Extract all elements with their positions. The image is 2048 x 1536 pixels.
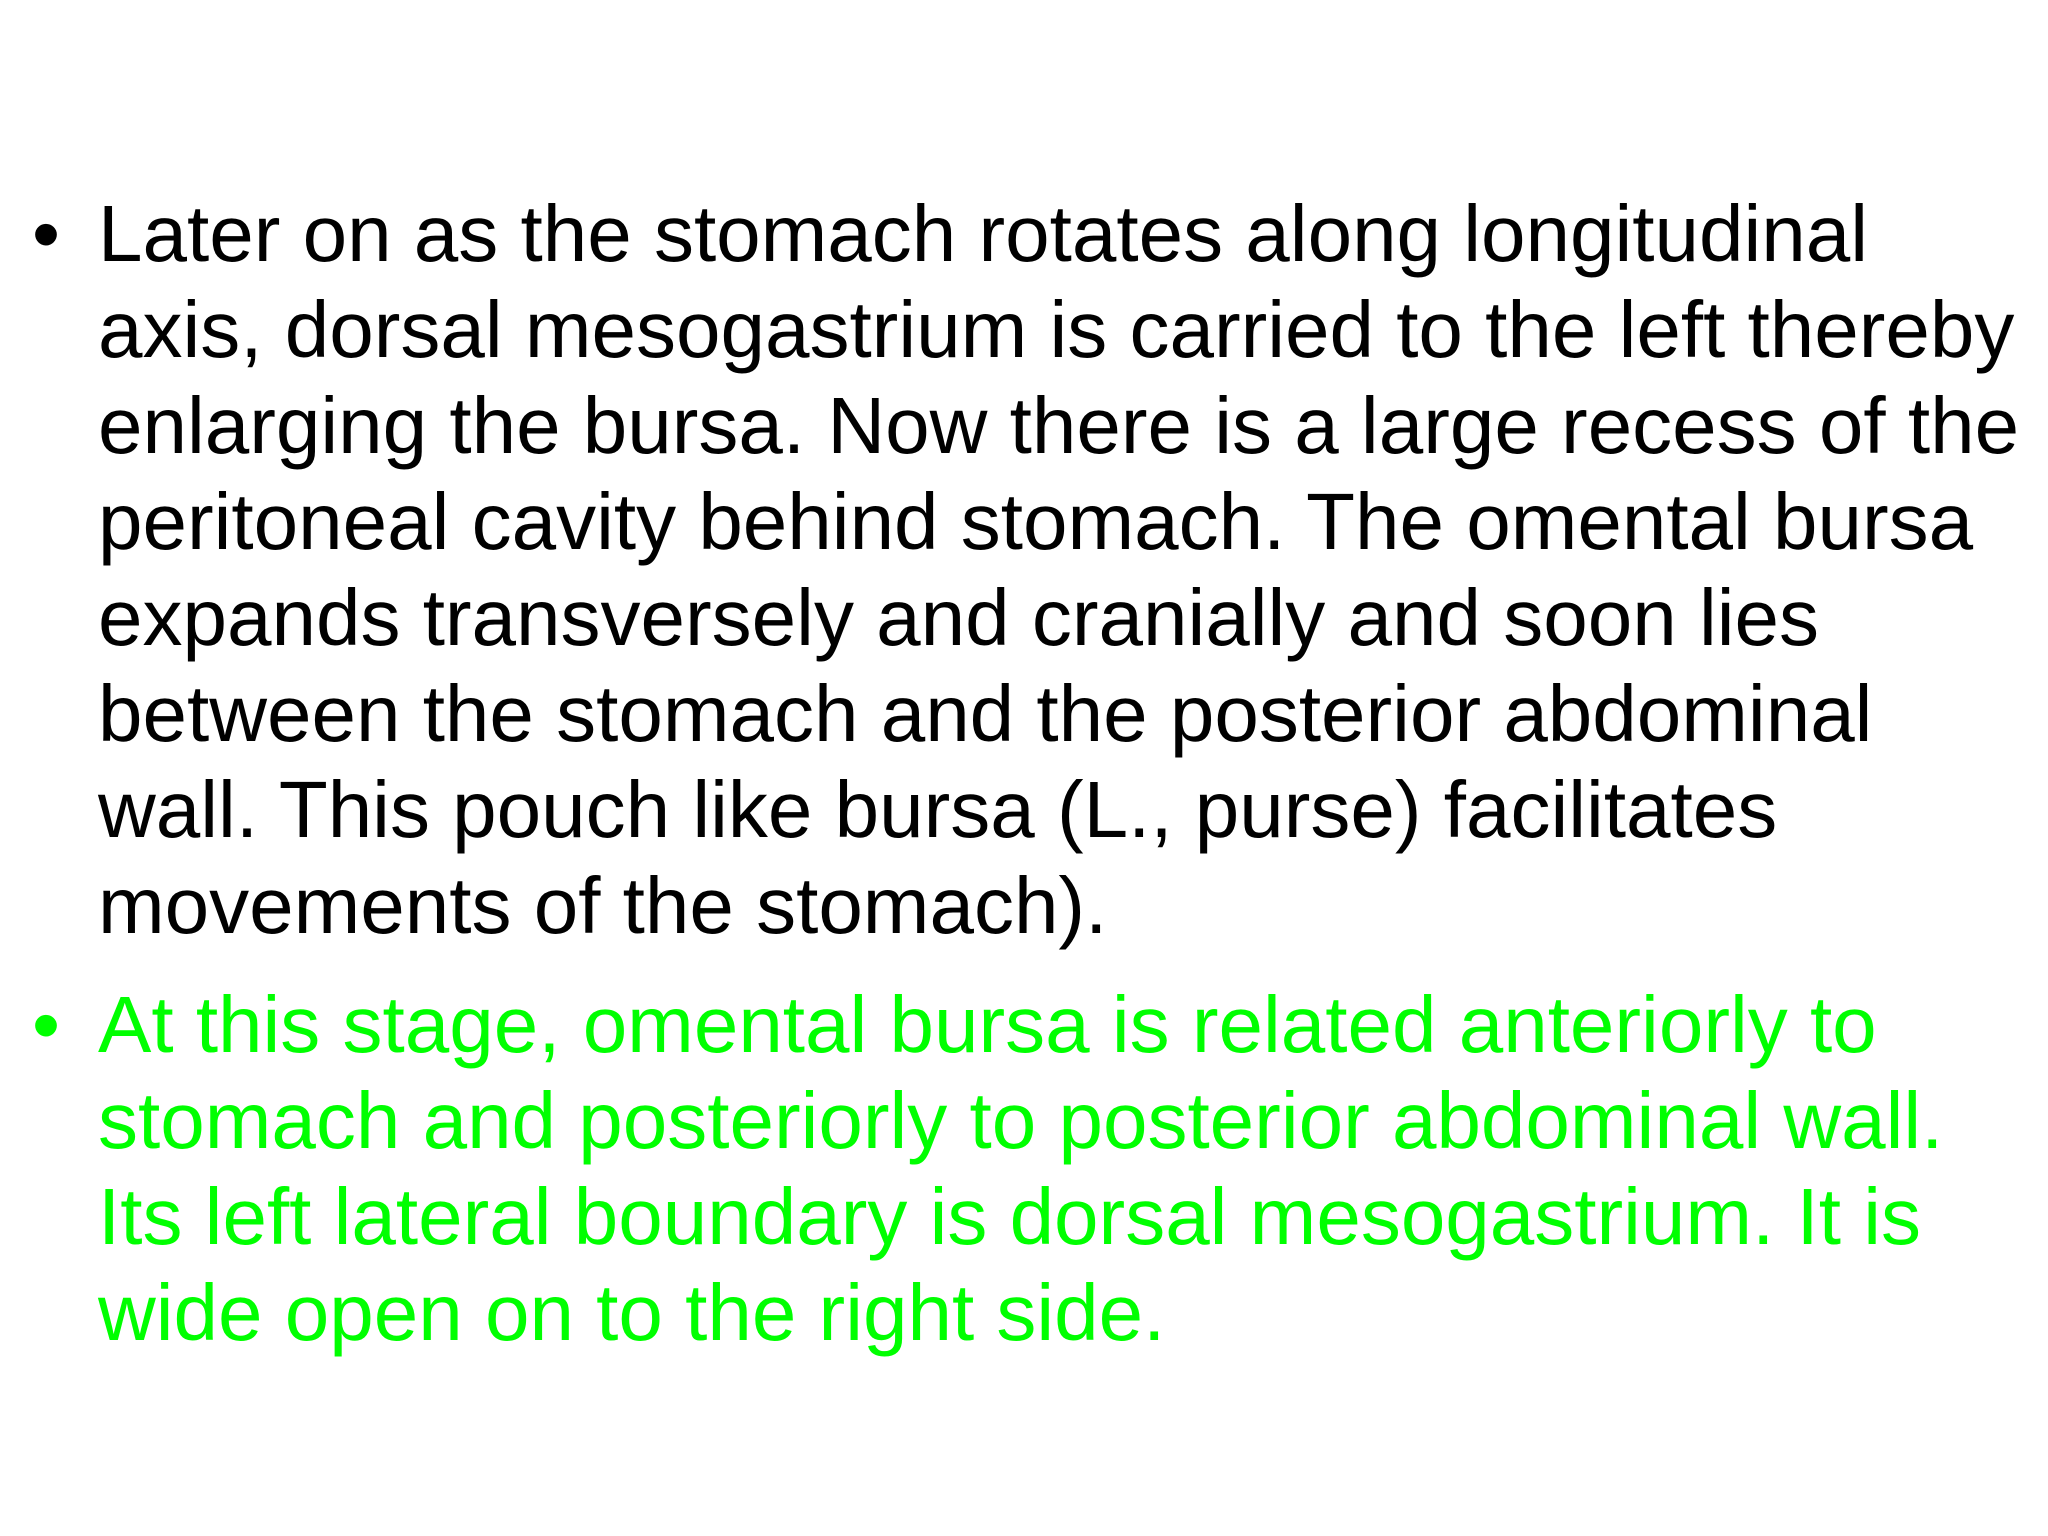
bullet-text-rotation: Later on as the stomach rotates along longitudinal axis, dorsal mesogastrium is carried to the left thereby enlarging the bursa. Now there is a large recess of the peritoneal cavity behind stomach. The omental bursa expands transversely and cranially and soon lies between the stomach and the posterior abdominal wall. This pouch like bursa (L., purse) facilitates movements of the stomach). <box>98 189 2020 950</box>
bullet-dot-icon: • <box>32 189 61 278</box>
bullet-dot-icon: • <box>32 980 61 1069</box>
bullet-text-boundaries: At this stage, omental bursa is related anteriorly to stomach and posteriorly to posterior abdominal wall. Its left lateral boundary is dorsal mesogastrium. It is wide open on to the right side. <box>98 980 1944 1357</box>
